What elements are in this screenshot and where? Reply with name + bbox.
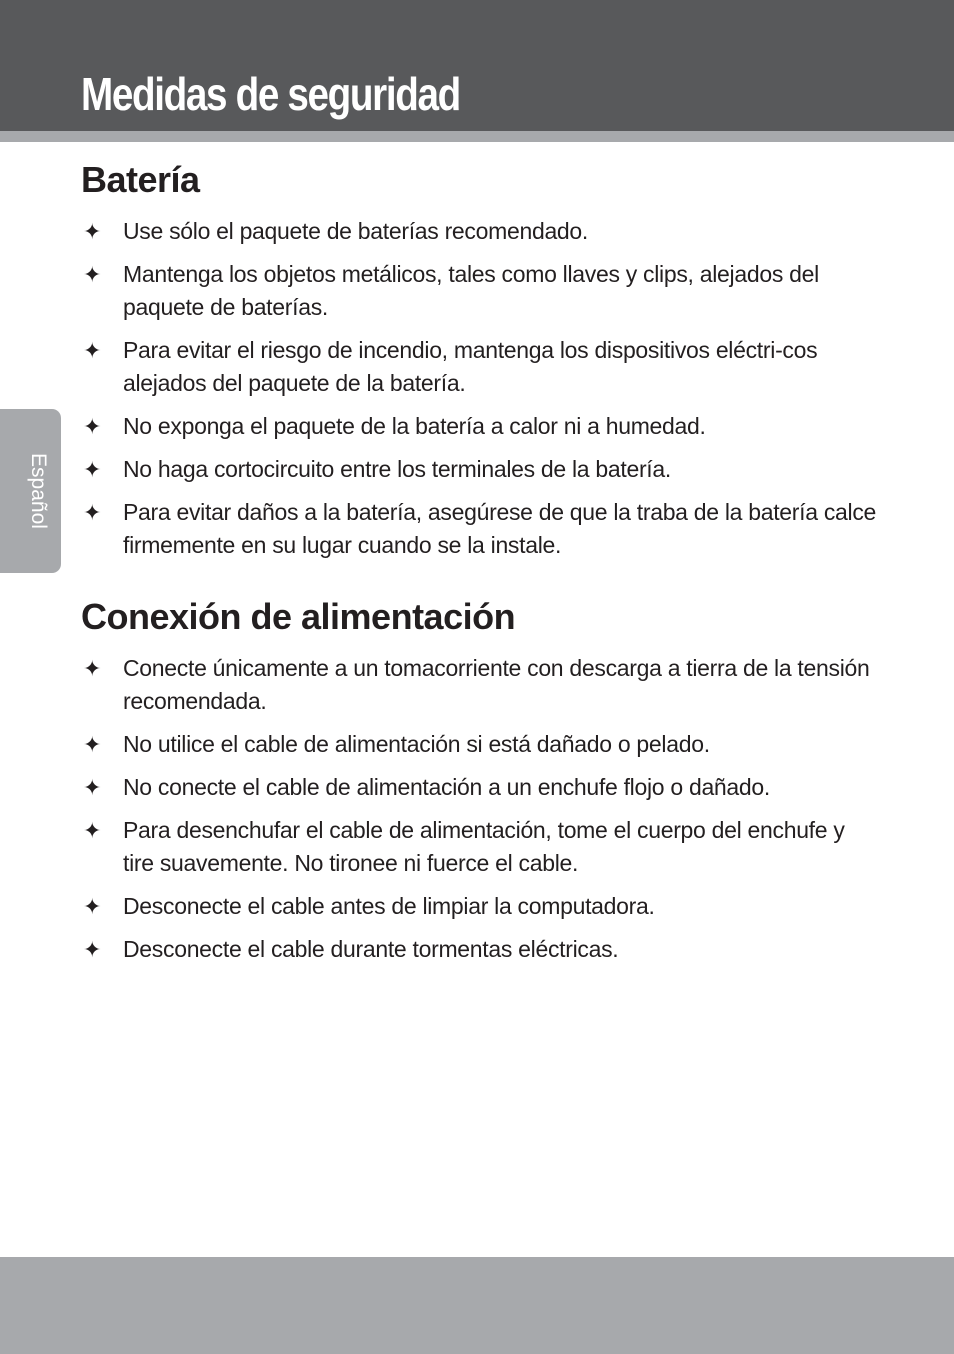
list-item [81,410,881,443]
four-point-star-icon: ✦ [83,338,102,363]
four-point-star-icon: ✦ [83,818,102,843]
list-item-text: No haga cortocircuito entre los terminales de la batería. [123,456,671,482]
list-item-text: No conecte el cable de alimentación a un enchufe flojo o dañado. [123,774,770,800]
list-item-text: Mantenga los objetos metálicos, tales como llaves y clips, alejados del paquete de baterías. [123,261,819,320]
list-item-text: Para evitar daños a la batería, asegúrese de que la traba de la batería calce firmemente en su lugar cuando se la instale. [123,499,877,558]
list-item [81,453,881,486]
list-item [81,496,881,562]
four-point-star-icon: ✦ [83,500,102,525]
section-title: Conexión de alimentación [81,596,516,637]
bullet-list [81,652,881,966]
list-item [81,771,881,804]
list-item-text: Use sólo el paquete de baterías recomendado. [123,218,589,244]
section-bateria [81,156,881,572]
header-stripe [0,131,954,142]
four-point-star-icon: ✦ [83,656,102,681]
list-item-text: Para evitar el riesgo de incendio, mantenga los dispositivos eléctri-cos alejados del paquete de la batería. [123,337,818,396]
four-point-star-icon: ✦ [83,219,102,244]
section-conexion [81,593,881,976]
list-item-text: No utilice el cable de alimentación si está dañado o pelado. [123,731,710,757]
language-tab-label: Español [27,453,50,529]
list-item-text: No exponga el paquete de la batería a calor ni a humedad. [123,413,706,439]
four-point-star-icon: ✦ [83,262,102,287]
list-item-text: Desconecte el cable durante tormentas eléctricas. [123,936,619,962]
page-title: Medidas de seguridad [81,68,460,120]
four-point-star-icon: ✦ [83,457,102,482]
list-item [81,728,881,761]
list-item [81,814,881,880]
footer-bar [0,1257,954,1354]
list-item-text: Conecte únicamente a un tomacorriente con descarga a tierra de la tensión recomendada. [123,655,870,714]
list-item [81,215,881,248]
section-title: Batería [81,159,200,200]
four-point-star-icon: ✦ [83,775,102,800]
list-item-text: Para desenchufar el cable de alimentación, tome el cuerpo del enchufe y tire suavemente. No tironee ni fuerce el cable. [123,817,845,876]
bullet-list [81,215,881,562]
four-point-star-icon: ✦ [83,414,102,439]
list-item [81,652,881,718]
four-point-star-icon: ✦ [83,732,102,757]
four-point-star-icon: ✦ [83,894,102,919]
list-item [81,933,881,966]
list-item [81,258,881,324]
list-item [81,890,881,923]
list-item-text: Desconecte el cable antes de limpiar la computadora. [123,893,655,919]
four-point-star-icon: ✦ [83,937,102,962]
list-item [81,334,881,400]
